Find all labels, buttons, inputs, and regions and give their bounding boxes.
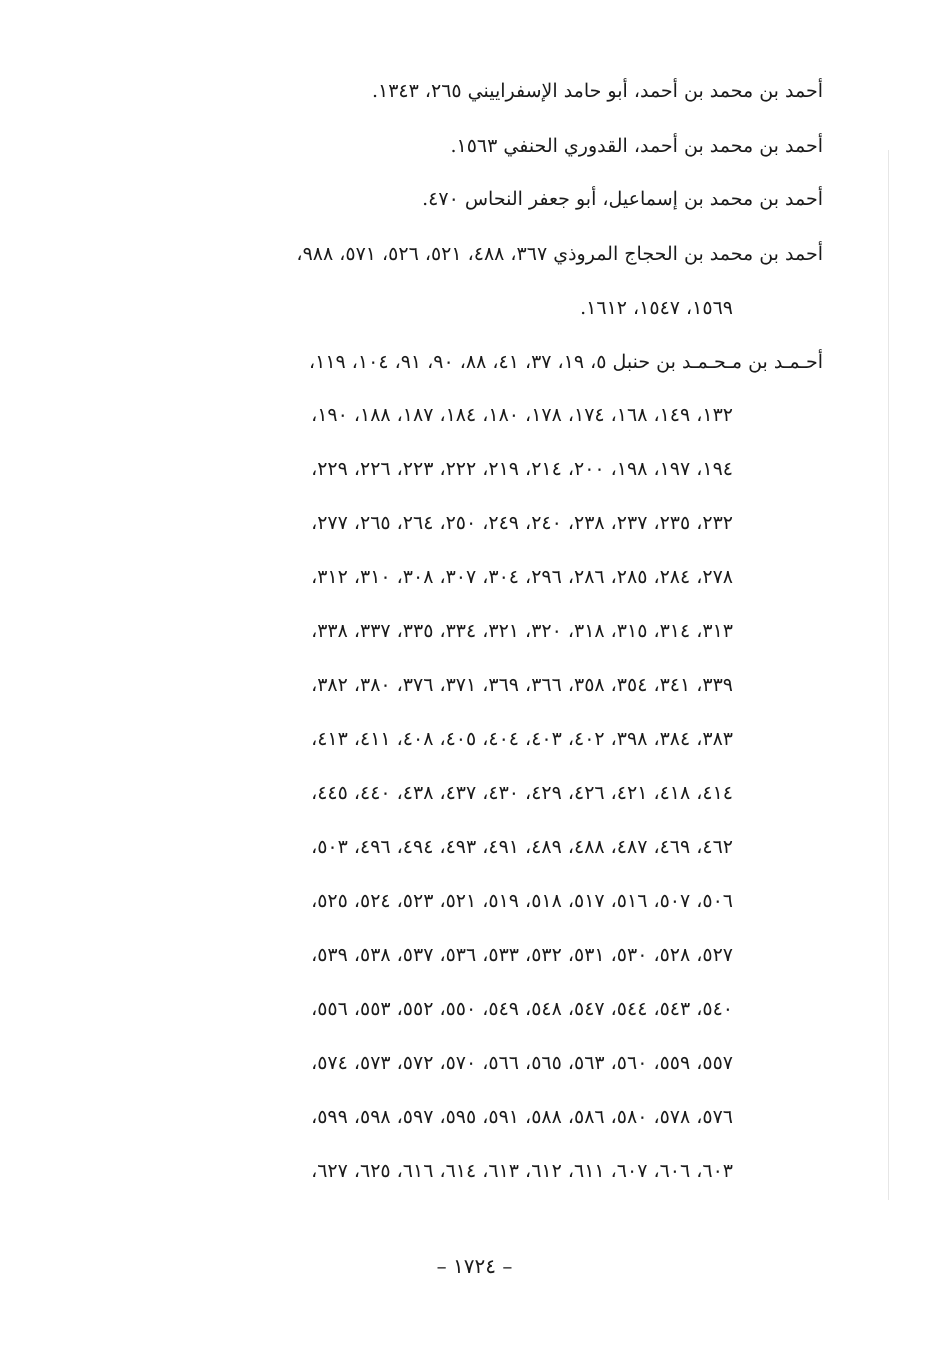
entry-continuation-line: ٣١٣، ٣١٤، ٣١٥، ٣١٨، ٣٢٠، ٣٢١، ٣٣٤، ٣٣٥، ٣٣٧، ٣٣٨، [311,620,733,642]
entry-continuation-line: ٥٠٦، ٥٠٧، ٥١٦، ٥١٧، ٥١٨، ٥١٩، ٥٢١، ٥٢٣، ٥٢٤، ٥٢٥، [311,890,733,912]
entry-line: أحمد بن محمد بن الحجاج المروذي ٣٦٧، ٤٨٨، ٥٢١، ٥٢٦، ٥٧١، ٩٨٨، [296,243,823,265]
entry-continuation-line: ٥٢٧، ٥٢٨، ٥٣٠، ٥٣١، ٥٣٢، ٥٣٣، ٥٣٦، ٥٣٧، ٥٣٨، ٥٣٩، [311,944,733,966]
entry-continuation-line: ٢٧٨، ٢٨٤، ٢٨٥، ٢٨٦، ٢٩٦، ٣٠٤، ٣٠٧، ٣٠٨، ٣١٠، ٣١٢، [311,566,733,588]
entry-line: أحمد بن محمد بن أحمد، القدوري الحنفي ١٥٦٣. [450,135,823,157]
entry-line: أحمد بن محمد بن إسماعيل، أبو جعفر النحاس ٤٧٠. [422,188,823,210]
entry-continuation-line: ١٥٦٩، ١٥٤٧، ١٦١٢. [580,297,733,319]
entry-continuation-line: ٢٣٢، ٢٣٥، ٢٣٧، ٢٣٨، ٢٤٠، ٢٤٩، ٢٥٠، ٢٦٤، ٢٦٥، ٢٧٧، [311,512,733,534]
entry-continuation-line: ٦٠٣، ٦٠٦، ٦٠٧، ٦١١، ٦١٢، ٦١٣، ٦١٤، ٦١٦، ٦٢٥، ٦٢٧، [311,1160,733,1182]
entry-continuation-line: ٤١٤، ٤١٨، ٤٢١، ٤٢٦، ٤٢٩، ٤٣٠، ٤٣٧، ٤٣٨، ٤٤٠، ٤٤٥، [311,782,733,804]
entry-continuation-line: ١٩٤، ١٩٧، ١٩٨، ٢٠٠، ٢١٤، ٢١٩، ٢٢٢، ٢٢٣، ٢٢٦، ٢٢٩، [311,458,733,480]
entry-continuation-line: ٥٥٧، ٥٥٩، ٥٦٠، ٥٦٣، ٥٦٥، ٥٦٦، ٥٧٠، ٥٧٢، ٥٧٣، ٥٧٤، [311,1052,733,1074]
scan-edge-line [888,150,889,1200]
entry-continuation-line: ٣٨٣، ٣٨٤، ٣٩٨، ٤٠٢، ٤٠٣، ٤٠٤، ٤٠٥، ٤٠٨، ٤١١، ٤١٣، [311,728,733,750]
entry-continuation-line: ٥٧٦، ٥٧٨، ٥٨٠، ٥٨٦، ٥٨٨، ٥٩١، ٥٩٥، ٥٩٧، ٥٩٨، ٥٩٩، [311,1106,733,1128]
entry-continuation-line: ٣٣٩، ٣٤١، ٣٥٤، ٣٥٨، ٣٦٦، ٣٦٩، ٣٧١، ٣٧٦، ٣٨٠، ٣٨٢، [311,674,733,696]
entry-continuation-line: ٥٤٠، ٥٤٣، ٥٤٤، ٥٤٧، ٥٤٨، ٥٤٩، ٥٥٠، ٥٥٢، ٥٥٣، ٥٥٦، [311,998,733,1020]
entry-continuation-line: ٤٦٢، ٤٦٩، ٤٨٧، ٤٨٨، ٤٨٩، ٤٩١، ٤٩٣، ٤٩٤، ٤٩٦، ٥٠٣، [311,836,733,858]
page-number: – ١٧٢٤ – [436,1254,513,1278]
entry-line: أحمد بن محمد بن أحمد، أبو حامد الإسفراييني ٢٦٥، ١٣٤٣. [371,80,823,102]
entry-line: أحـمـد بن مـحـمـد بن حنبل ٥، ١٩، ٣٧، ٤١، ٨٨، ٩٠، ٩١، ١٠٤، ١١٩، [308,351,823,373]
entry-continuation-line: ١٣٢، ١٤٩، ١٦٨، ١٧٤، ١٧٨، ١٨٠، ١٨٤، ١٨٧، ١٨٨، ١٩٠، [311,404,733,426]
